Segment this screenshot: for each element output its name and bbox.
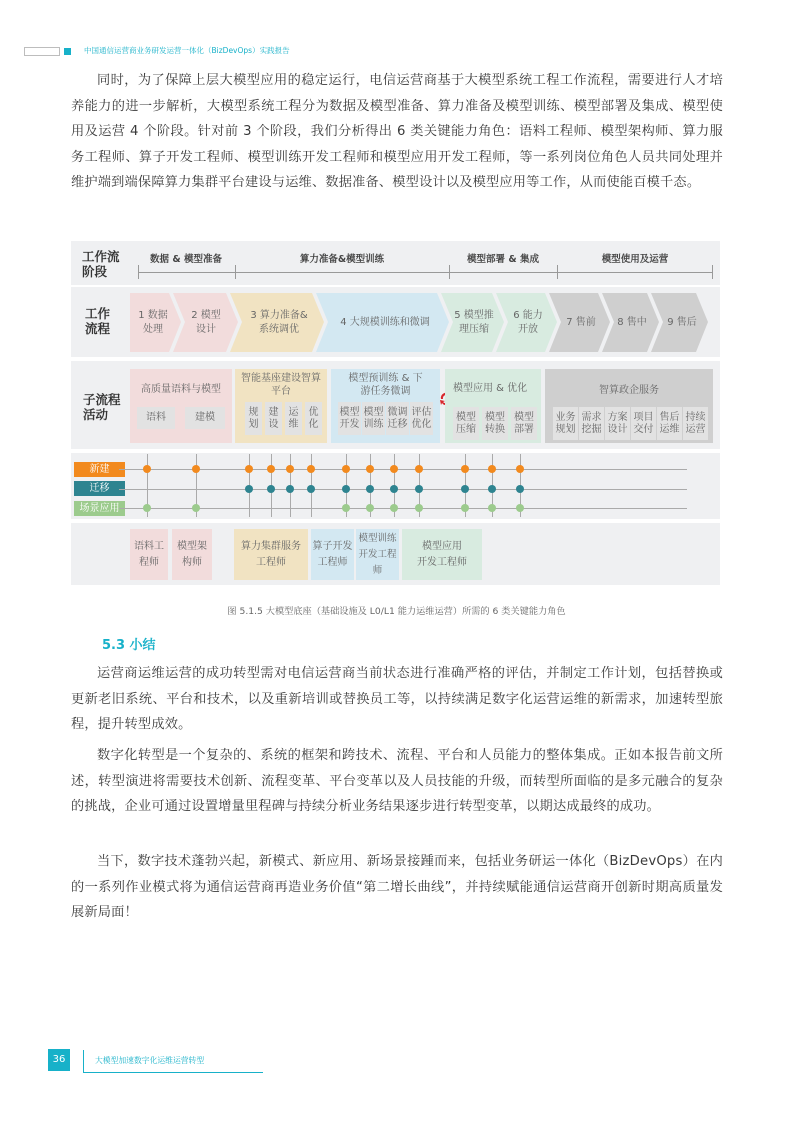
page-number: 36 [48,1049,70,1071]
legend-scenario-app: 场景应用 [74,501,125,516]
workflow-step-2: 2 模型 设计 [191,309,221,335]
stage-label-data-prep: 数据 & 模型准备 [150,254,222,265]
workflow-step-5: 5 模型推 理压缩 [454,309,494,335]
header-square-icon [64,48,71,55]
subprocess-pretrain-finetune: 模型预训练 & 下游任务微调 模型开发 模型训练 微调迁移 评估优化 [331,369,440,443]
role-compute-service-engineer: 算力集群服务 工程师 [234,529,308,580]
workflow-step-7: 7 售前 [566,316,596,328]
summary-paragraph-2: 数字化转型是一个复杂的、系统的框架和跨技术、流程、平台和人员能力的整体集成。正如本报告前文所述，转型演进将需要技术创新、流程变革、平台变革以及人员技能的升级，而转型所面临的是多元融合的复杂的挑战，企业可通过设置增量里程碑与持续分析业务结果逐步进行转型变革，以期达成最终的成功。 [71,748,723,815]
workflow-step-8: 8 售中 [617,316,647,328]
footer-divider [83,1050,84,1072]
subprocess-app-optimize: 模型应用 & 优化 模型压缩 模型转换 模型部署 [445,369,541,443]
section-title: 5.3 小结 [102,638,156,653]
role-operator-dev-engineer: 算子开发 工程师 [311,529,354,580]
summary-paragraph-3: 当下，数字技术蓬勃兴起，新模式、新应用、新场景接踵而来，包括业务研运一体化（BizDevOps）在内的一系列作业模式将为通信运营商再造业务价值“第二增长曲线”，并持续赋能通信运营商开创新时期高质量发展新局面！ [71,854,723,921]
legend-migration: 迁移 [74,481,125,496]
workflow-step-4: 4 大规模训练和微调 [340,316,430,328]
header-decor-box [24,47,60,56]
header-title: 中国通信运营商业务研发运营一体化（BizDevOps）实践报告 [84,46,290,55]
intro-paragraph: 同时，为了保障上层大模型应用的稳定运行，电信运营商基于大模型系统工程工作流程，需要进行人才培养能力的进一步解析，大模型系统工程分为数据及模型准备、算力准备及模型训练、模型部署及集成、模型使用及运营 4 个阶段。针对前 3 个阶段，我们分析得出 6 类关键能力角色：语料工程师、模型架构师、算力服务工程师、算子开发工程师、模型训练开发工程师和模型应用开发工程师，等一系列岗位角色人员共同处理并维护端到端保障算力集群平台建设与运维、数据准备、模型设计以及模型应用等工作，从而使能百模千态。 [71,73,723,191]
figure-caption: 图 5.1.5 大模型底座（基础设施及 L0/L1 能力运维运营）所需的 6 类关键能力角色 [227,606,566,617]
subprocess-corpus-model: 高质量语料与模型 语料 建模 [130,369,232,443]
footer-underline [83,1072,263,1073]
stage-label-deploy: 模型部署 & 集成 [467,254,539,265]
role-training-dev-engineer: 模型训练 开发工程师 [356,529,399,580]
workflow-row-label: 工作 流程 [85,306,111,336]
subprocess-infra-platform: 智能基座建设智算平台 规划 建设 运维 优化 [235,369,327,443]
stage-row-label: 工作流 阶段 [82,249,120,279]
capability-roles-diagram [71,241,720,585]
footer-title: 大模型加速数字化运维运营转型 [95,1056,205,1065]
workflow-step-1: 1 数据 处理 [138,309,168,335]
stage-label-operate: 模型使用及运营 [601,254,669,265]
workflow-step-3: 3 算力准备& 系统调优 [250,309,308,335]
role-model-architect: 模型架 构师 [172,529,212,580]
subprocess-row-label: 子流程 活动 [83,392,121,422]
workflow-step-6: 6 能力 开放 [513,309,543,335]
summary-paragraph-1: 运营商运维运营的成功转型需对电信运营商当前状态进行准确严格的评估，并制定工作计划，包括替换或更新老旧系统、平台和技术，以及重新培训或替换员工等，以持续满足数字化运营运维的新需求，加速转型旅程，提升转型成效。 [71,666,723,733]
stage-label-compute-training: 算力准备&模型训练 [299,254,385,265]
role-app-dev-engineer: 模型应用 开发工程师 [402,529,482,580]
role-corpus-engineer: 语料工 程师 [130,529,168,580]
legend-new-build: 新建 [74,462,125,477]
subprocess-gov-enterprise-service: 智算政企服务 业务规划 需求挖掘 方案设计 项目交付 售后运维 持续运营 [545,369,713,443]
workflow-step-9: 9 售后 [667,316,697,328]
